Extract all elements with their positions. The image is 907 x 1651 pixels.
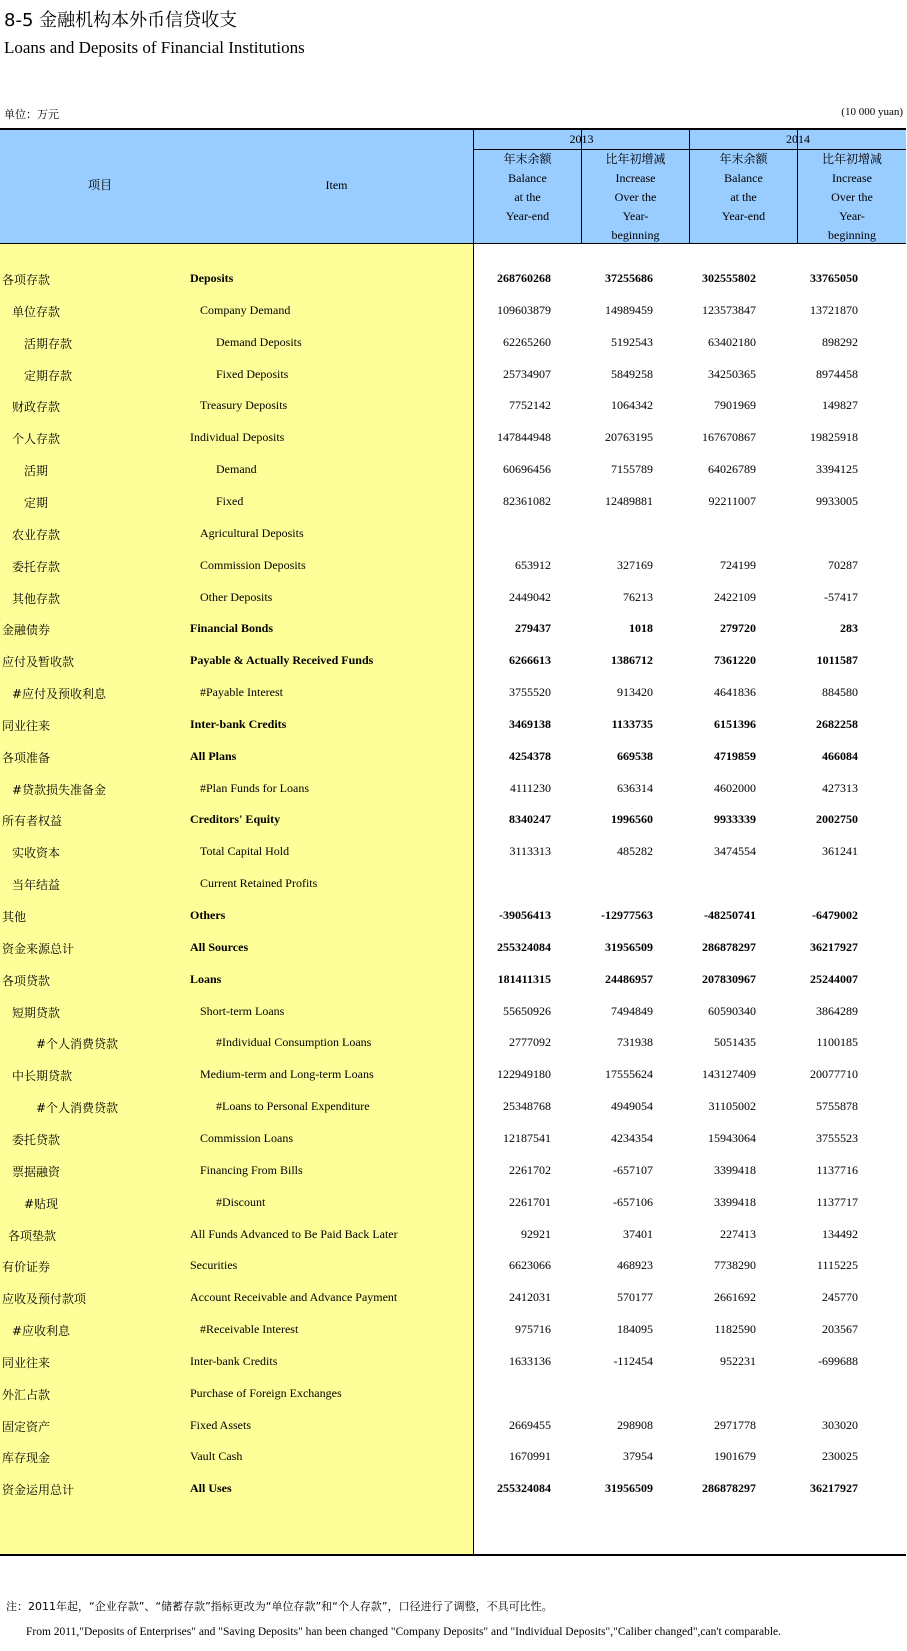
balance-cell-2013: 122949180 (497, 1067, 551, 1082)
balance-cell-2014: 5051435 (714, 1035, 756, 1050)
increase-cell-2014: 203567 (822, 1322, 858, 1337)
row-item-en: Vault Cash (190, 1449, 243, 1464)
balance-cell-2014: 92211007 (708, 493, 756, 508)
table-row (0, 421, 906, 453)
increase-cell-2013: 298908 (617, 1417, 653, 1432)
balance-cell-2013: 3113313 (509, 844, 551, 859)
table-row (0, 389, 906, 421)
increase-cell-2013: -12977563 (601, 908, 653, 922)
row-item-en: Account Receivable and Advance Payment (190, 1290, 398, 1305)
row-item-cn: 定期 (24, 495, 49, 510)
increase-cell-2013: 4234354 (611, 1130, 653, 1145)
row-item-en: #Loans to Personal Expenditure (216, 1099, 370, 1114)
increase-cell-2013: 327169 (617, 557, 653, 572)
header-balance-2013: 年末余额 Balance at the Year-end (503, 152, 552, 223)
increase-cell-2014: 13721870 (810, 302, 858, 317)
increase-cell-2013: 4949054 (611, 1099, 653, 1114)
table-row (0, 485, 906, 517)
balance-cell-2014: 286878297 (702, 1481, 756, 1496)
increase-cell-2013: 913420 (617, 685, 653, 700)
balance-cell-2013: 62265260 (503, 334, 551, 349)
table-row (0, 931, 906, 963)
increase-cell-2013: 31956509 (605, 939, 653, 954)
table-row (0, 1154, 906, 1186)
header-item-cn: 项目 (87, 178, 112, 192)
balance-cell-2013: 1633136 (509, 1353, 551, 1368)
row-item-en: Financial Bonds (190, 621, 274, 636)
increase-cell-2013: 485282 (617, 844, 653, 859)
balance-cell-2013: 279437 (515, 621, 551, 636)
balance-cell-2013: 268760268 (497, 271, 551, 285)
balance-cell-2014: 167670867 (702, 430, 756, 445)
balance-cell-2013: 2261701 (509, 1194, 551, 1209)
increase-cell-2014: 884580 (822, 685, 858, 700)
increase-cell-2013: 37401 (623, 1226, 653, 1241)
increase-cell-2014: 19825918 (810, 430, 858, 445)
row-item-en: All Funds Advanced to Be Paid Back Later (190, 1226, 398, 1241)
header-year-2014: 2014 (786, 132, 810, 146)
increase-cell-2013: 184095 (617, 1322, 653, 1337)
table-row (0, 1281, 906, 1313)
table-row (0, 740, 906, 772)
row-item-en: All Uses (190, 1481, 232, 1496)
balance-cell-2013: 255324084 (497, 1481, 551, 1496)
row-item-en: Inter-bank Credits (190, 716, 287, 731)
table-row (0, 1218, 906, 1250)
table-row (0, 835, 906, 867)
row-item-en: Fixed (216, 493, 244, 508)
increase-cell-2013: 636314 (617, 780, 653, 795)
row-item-cn: 资金来源总计 (2, 941, 75, 956)
increase-cell-2014: 1011587 (816, 653, 858, 668)
increase-cell-2013: 37255686 (605, 271, 653, 285)
row-item-cn: 固定资产 (2, 1419, 51, 1434)
increase-cell-2013: 20763195 (605, 430, 653, 445)
row-item-cn: 各项存款 (2, 273, 51, 287)
row-item-cn: 金融债券 (2, 623, 51, 638)
balance-cell-2013: 2777092 (509, 1035, 551, 1050)
row-item-en: Financing From Bills (200, 1162, 303, 1177)
increase-cell-2013: -112454 (613, 1353, 653, 1368)
row-item-cn: 单位存款 (12, 304, 61, 319)
table-row (0, 1377, 906, 1409)
data-table (0, 128, 906, 1556)
increase-cell-2014: 20077710 (810, 1067, 858, 1082)
footnote-en: From 2011,"Deposits of Enterprises" and "Saving Deposits" han been changed "Company Deposits" and "Individual Deposits","Caliber changed",can't comparable. (26, 1626, 782, 1638)
increase-cell-2014: 283 (840, 621, 858, 636)
header-item-en: Item (325, 178, 348, 192)
row-item-cn: #贷款损失准备金 (12, 782, 107, 797)
balance-cell-2013: 6266613 (509, 653, 551, 668)
row-item-cn: 同业往来 (2, 718, 51, 733)
row-item-en: Demand (216, 462, 257, 477)
increase-cell-2014: 33765050 (810, 271, 858, 285)
row-item-cn: 同业往来 (2, 1355, 51, 1370)
row-item-en: Loans (190, 971, 222, 986)
table-row (0, 1440, 906, 1472)
increase-cell-2013: 31956509 (605, 1481, 653, 1496)
increase-cell-2013: 1996560 (611, 812, 653, 827)
balance-cell-2014: 7738290 (714, 1258, 756, 1273)
table-row (0, 549, 906, 581)
balance-cell-2014: 3474554 (714, 844, 756, 859)
row-item-en: Short-term Loans (200, 1003, 285, 1018)
row-item-cn: 委托存款 (12, 559, 61, 574)
balance-cell-2013: 2261702 (509, 1162, 551, 1177)
row-item-en: All Plans (190, 748, 237, 763)
table-row (0, 1345, 906, 1377)
row-item-cn: 其他存款 (12, 591, 61, 606)
balance-cell-2014: 60590340 (708, 1003, 756, 1018)
row-item-en: Medium-term and Long-term Loans (200, 1067, 374, 1082)
balance-cell-2014: 34250365 (708, 366, 756, 381)
increase-cell-2013: 37954 (623, 1449, 653, 1464)
row-item-en: Inter-bank Credits (190, 1353, 278, 1368)
increase-cell-2013: 76213 (623, 589, 653, 604)
increase-cell-2014: 25244007 (810, 971, 858, 986)
increase-cell-2014: 1137716 (816, 1162, 858, 1177)
balance-cell-2013: 6623066 (509, 1258, 551, 1273)
increase-cell-2013: 7494849 (611, 1003, 653, 1018)
balance-cell-2013: 82361082 (503, 493, 551, 508)
table-row (0, 899, 906, 931)
increase-cell-2014: -699688 (818, 1353, 858, 1368)
balance-cell-2013: 1670991 (509, 1449, 551, 1464)
balance-cell-2013: 2669455 (509, 1417, 551, 1432)
row-item-cn: 短期贷款 (12, 1005, 61, 1020)
balance-cell-2013: 975716 (515, 1322, 551, 1337)
balance-cell-2013: 255324084 (497, 939, 551, 954)
row-item-cn: 应收及预付款项 (2, 1292, 87, 1307)
table-row (0, 676, 906, 708)
row-item-cn: 所有者权益 (2, 814, 63, 829)
row-item-en: #Receivable Interest (200, 1322, 299, 1337)
increase-cell-2014: 70287 (828, 557, 858, 572)
balance-cell-2014: 286878297 (702, 939, 756, 954)
table-row (0, 1409, 906, 1441)
increase-cell-2014: 8974458 (816, 366, 858, 381)
increase-cell-2014: 5755878 (816, 1099, 858, 1114)
increase-cell-2014: 36217927 (810, 1481, 858, 1496)
row-item-cn: 当年结益 (12, 878, 61, 893)
balance-cell-2013: 4254378 (509, 748, 551, 763)
balance-cell-2014: 302555802 (702, 271, 756, 285)
row-item-cn: 各项贷款 (2, 973, 51, 988)
increase-cell-2014: 245770 (822, 1290, 858, 1305)
table-row (0, 772, 906, 804)
increase-cell-2013: 24486957 (605, 971, 653, 986)
balance-cell-2013: 55650926 (503, 1003, 551, 1018)
balance-cell-2014: 7361220 (714, 653, 756, 668)
row-item-en: Agricultural Deposits (200, 525, 304, 540)
unit-label-en: (10 000 yuan) (841, 106, 903, 118)
table-row (0, 708, 906, 740)
row-item-cn: 有价证券 (2, 1260, 51, 1275)
table-row (0, 644, 906, 676)
balance-cell-2013: 3469138 (509, 716, 551, 731)
increase-cell-2013: 5849258 (611, 366, 653, 381)
table-row (0, 612, 906, 644)
balance-cell-2013: 653912 (515, 557, 551, 572)
increase-cell-2014: -57417 (824, 589, 858, 604)
row-item-cn: 外汇占款 (2, 1387, 51, 1402)
increase-cell-2014: 3864289 (816, 1003, 858, 1018)
row-item-cn: 中长期贷款 (12, 1069, 73, 1084)
row-item-en: #Individual Consumption Loans (216, 1035, 372, 1050)
header-increase-2014: 比年初增减 Increase Over the Year- beginning (821, 152, 882, 242)
table-row (0, 1313, 906, 1345)
page-title-en: Loans and Deposits of Financial Institutions (4, 38, 305, 57)
row-item-cn: #个人消费贷款 (36, 1037, 119, 1052)
balance-cell-2014: 1901679 (714, 1449, 756, 1464)
increase-cell-2014: 361241 (822, 844, 858, 859)
increase-cell-2013: 1018 (629, 621, 653, 636)
row-item-en: Payable & Actually Received Funds (190, 653, 374, 668)
header-increase-2013: 比年初增减 Increase Over the Year- beginning (605, 152, 666, 242)
row-item-cn: 委托贷款 (12, 1132, 61, 1147)
balance-cell-2014: 1182590 (714, 1322, 756, 1337)
balance-cell-2013: 109603879 (497, 302, 551, 317)
header-balance-2014: 年末余额 Balance at the Year-end (719, 152, 768, 223)
increase-cell-2013: 1386712 (611, 653, 653, 668)
table-row (0, 803, 906, 835)
row-item-cn: #个人消费贷款 (36, 1101, 119, 1116)
balance-cell-2014: 4641836 (714, 685, 756, 700)
balance-cell-2013: 181411315 (497, 971, 551, 986)
increase-cell-2013: 570177 (617, 1290, 653, 1305)
row-item-en: Individual Deposits (190, 430, 285, 445)
increase-cell-2013: 731938 (617, 1035, 653, 1050)
increase-cell-2014: 1137717 (816, 1194, 858, 1209)
row-item-en: Current Retained Profits (200, 876, 318, 891)
table-row (0, 1058, 906, 1090)
increase-cell-2013: 17555624 (605, 1067, 653, 1082)
table-row (0, 453, 906, 485)
increase-cell-2013: 5192543 (611, 334, 653, 349)
row-item-cn: 定期存款 (24, 368, 73, 383)
balance-cell-2014: 6151396 (714, 716, 756, 731)
table-row (0, 1090, 906, 1122)
row-item-cn: 库存现金 (2, 1451, 51, 1466)
row-item-cn: #应付及预收利息 (12, 687, 107, 702)
table-row (0, 995, 906, 1027)
increase-cell-2014: 9933005 (816, 493, 858, 508)
balance-cell-2013: 8340247 (509, 812, 551, 827)
table-row (0, 1026, 906, 1058)
table-row (0, 1249, 906, 1281)
row-item-cn: 资金运用总计 (2, 1483, 75, 1498)
balance-cell-2013: 7752142 (509, 398, 551, 413)
row-item-cn: 财政存款 (12, 400, 61, 415)
balance-cell-2014: 2422109 (714, 589, 756, 604)
balance-cell-2013: 2412031 (509, 1290, 551, 1305)
increase-cell-2014: 1115225 (816, 1258, 858, 1273)
increase-cell-2013: 7155789 (611, 462, 653, 477)
increase-cell-2013: 1064342 (611, 398, 653, 413)
balance-cell-2014: 724199 (720, 557, 756, 572)
balance-cell-2014: 227413 (720, 1226, 756, 1241)
row-item-en: Commission Deposits (200, 557, 306, 572)
balance-cell-2014: 143127409 (702, 1067, 756, 1082)
increase-cell-2014: 1100185 (816, 1035, 858, 1050)
balance-cell-2013: 3755520 (509, 685, 551, 700)
increase-cell-2014: -6479002 (812, 908, 858, 922)
row-item-cn: 活期 (24, 464, 49, 479)
row-item-en: Creditors' Equity (190, 812, 281, 827)
increase-cell-2013: 669538 (617, 748, 653, 763)
row-item-cn: #应收利息 (12, 1324, 71, 1339)
row-item-en: Commission Loans (200, 1130, 294, 1145)
balance-cell-2014: 4719859 (714, 748, 756, 763)
balance-cell-2014: 279720 (720, 621, 756, 636)
increase-cell-2013: 468923 (617, 1258, 653, 1273)
row-item-cn: 活期存款 (24, 336, 73, 351)
row-item-en: Fixed Assets (190, 1417, 252, 1432)
table-row (0, 1472, 906, 1504)
balance-cell-2014: 7901969 (714, 398, 756, 413)
row-item-en: Securities (190, 1258, 238, 1273)
row-item-en: Company Demand (200, 302, 291, 317)
row-item-en: Other Deposits (200, 589, 273, 604)
balance-cell-2014: 31105002 (708, 1099, 756, 1114)
row-item-en: Treasury Deposits (200, 398, 288, 413)
increase-cell-2014: 134492 (822, 1226, 858, 1241)
row-item-cn: 个人存款 (12, 432, 61, 447)
unit-label-cn: 单位：万元 (4, 108, 59, 121)
footnote-cn: 注：2011年起，“企业存款”、“储蓄存款”指标更改为“单位存款”和“个人存款”，口径进行了调整，不具可比性。 (6, 1600, 553, 1613)
row-item-en: #Plan Funds for Loans (200, 780, 309, 795)
balance-cell-2013: 2449042 (509, 589, 551, 604)
row-item-en: All Sources (190, 939, 249, 954)
increase-cell-2014: 2002750 (816, 812, 858, 827)
table-row (0, 262, 906, 294)
row-item-cn: 应付及暂收款 (2, 655, 75, 670)
row-item-en: Fixed Deposits (216, 366, 289, 381)
table-row (0, 294, 906, 326)
row-item-en: Purchase of Foreign Exchanges (190, 1385, 342, 1400)
increase-cell-2014: 2682258 (816, 716, 858, 731)
page-title-cn: 8-5 金融机构本外币信贷收支 (4, 10, 238, 31)
balance-cell-2013: 4111230 (509, 780, 551, 795)
increase-cell-2014: 466084 (822, 748, 858, 763)
balance-cell-2013: 25348768 (503, 1099, 551, 1114)
balance-cell-2014: 3399418 (714, 1194, 756, 1209)
row-item-en: Total Capital Hold (200, 844, 290, 859)
balance-cell-2014: 952231 (720, 1353, 756, 1368)
balance-cell-2014: 207830967 (702, 971, 756, 986)
row-item-en: Deposits (190, 271, 234, 285)
row-item-cn: #贴现 (24, 1196, 59, 1211)
increase-cell-2014: 149827 (822, 398, 858, 413)
balance-cell-2014: 15943064 (708, 1130, 756, 1145)
row-item-cn: 各项准备 (2, 750, 51, 765)
table-row (0, 1122, 906, 1154)
increase-cell-2013: -657107 (613, 1162, 653, 1177)
row-item-cn: 农业存款 (12, 527, 61, 542)
balance-cell-2013: 147844948 (497, 430, 551, 445)
balance-cell-2014: 3399418 (714, 1162, 756, 1177)
row-item-cn: 各项垫款 (8, 1228, 57, 1243)
balance-cell-2013: 25734907 (503, 366, 551, 381)
increase-cell-2014: 3394125 (816, 462, 858, 477)
increase-cell-2013: 14989459 (605, 302, 653, 317)
increase-cell-2014: 427313 (822, 780, 858, 795)
table-row (0, 517, 906, 549)
table-row (0, 326, 906, 358)
balance-cell-2013: 60696456 (503, 462, 551, 477)
row-item-en: Demand Deposits (216, 334, 302, 349)
table-row (0, 867, 906, 899)
row-item-cn: 实收资本 (12, 846, 61, 861)
increase-cell-2013: -657106 (613, 1194, 653, 1209)
increase-cell-2013: 12489881 (605, 493, 653, 508)
balance-cell-2014: 64026789 (708, 462, 756, 477)
row-item-cn: 票据融资 (12, 1164, 61, 1179)
balance-cell-2013: -39056413 (499, 908, 551, 922)
row-item-en: #Payable Interest (200, 685, 283, 700)
balance-cell-2013: 12187541 (503, 1130, 551, 1145)
row-item-cn: 其他 (2, 910, 27, 924)
balance-cell-2014: 9933339 (714, 812, 756, 827)
balance-cell-2014: 2971778 (714, 1417, 756, 1432)
increase-cell-2014: 230025 (822, 1449, 858, 1464)
increase-cell-2013: 1133735 (611, 716, 653, 731)
row-item-en: Others (190, 908, 226, 922)
header-year-2013: 2013 (569, 132, 594, 146)
balance-cell-2013: 92921 (521, 1226, 551, 1241)
balance-cell-2014: 4602000 (714, 780, 756, 795)
increase-cell-2014: 303020 (822, 1417, 858, 1432)
increase-cell-2014: 36217927 (810, 939, 858, 954)
increase-cell-2014: 3755523 (816, 1130, 858, 1145)
balance-cell-2014: 123573847 (702, 302, 756, 317)
table-row (0, 1186, 906, 1218)
row-item-en: #Discount (216, 1194, 266, 1209)
balance-cell-2014: -48250741 (704, 908, 756, 922)
increase-cell-2014: 898292 (822, 334, 858, 349)
table-row (0, 581, 906, 613)
header-bottom-line (0, 243, 906, 244)
table-row (0, 963, 906, 995)
balance-cell-2014: 63402180 (708, 334, 756, 349)
table-row (0, 358, 906, 390)
balance-cell-2014: 2661692 (714, 1290, 756, 1305)
